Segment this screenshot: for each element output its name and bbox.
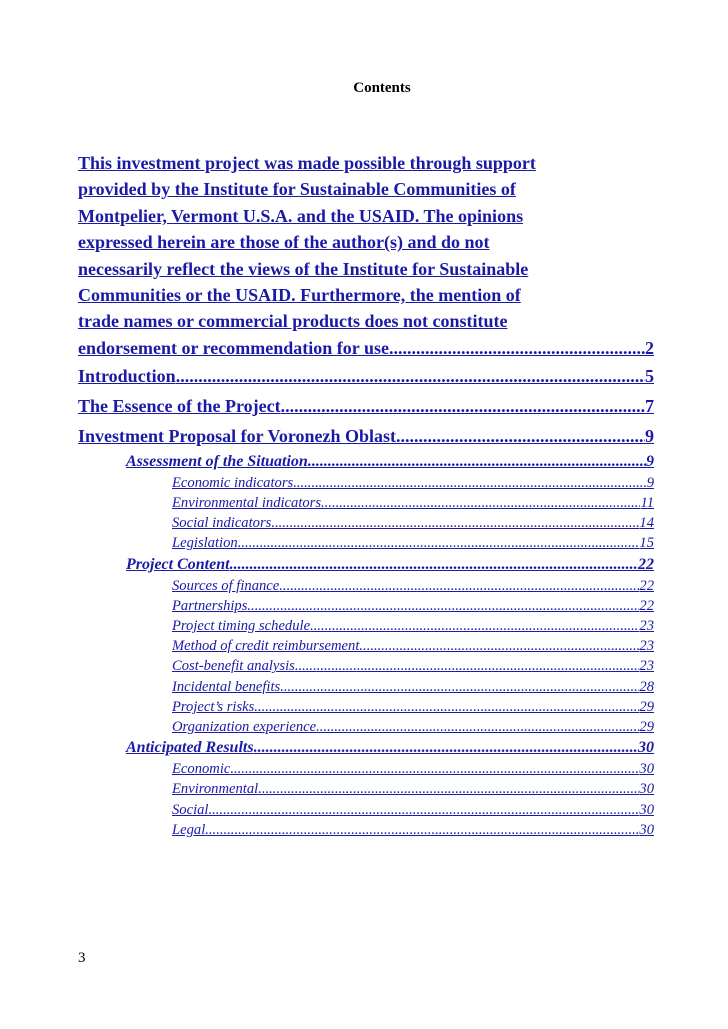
toc-item-title: Legal <box>172 821 206 838</box>
toc-entry-title: The Essence of the Project <box>78 395 281 416</box>
dot-leader <box>230 759 639 779</box>
dot-leader <box>176 361 645 391</box>
disclaimer-line: Communities or the USAID. Furthermore, the mention of <box>78 285 521 306</box>
dot-leader <box>310 616 639 636</box>
toc-item-title: Social indicators <box>172 515 272 532</box>
disclaimer-last-text: endorsement or recommendation for use <box>78 337 389 358</box>
toc-entry-investment-proposal[interactable] <box>78 421 654 451</box>
toc-item[interactable] <box>172 493 654 513</box>
toc-page-number: 23 <box>639 638 654 655</box>
dot-leader <box>247 596 639 616</box>
dot-leader <box>254 737 638 759</box>
toc-item[interactable] <box>172 616 654 636</box>
toc-section-title: Project Content <box>126 555 230 573</box>
dot-leader <box>271 513 639 533</box>
toc-page-number: 22 <box>639 597 654 614</box>
disclaimer-line: provided by the Institute for Sustainable Communities of <box>78 179 516 200</box>
toc-page-number: 5 <box>645 365 654 386</box>
dot-leader <box>293 473 647 493</box>
toc-page-number: 15 <box>639 535 654 552</box>
toc-page-number: 23 <box>639 618 654 635</box>
toc-section-assessment[interactable] <box>126 451 654 473</box>
toc-page-number: 11 <box>640 495 654 512</box>
toc-item-title: Environmental indicators <box>172 495 322 512</box>
toc-page-number: 30 <box>638 739 654 757</box>
dot-leader <box>280 677 639 697</box>
toc-page-number: 23 <box>639 658 654 675</box>
toc-section-anticipated-results[interactable] <box>126 737 654 759</box>
toc-item-title: Project’s risks <box>172 698 255 715</box>
toc-item-title: Social <box>172 801 209 818</box>
toc-item-title: Incidental benefits <box>172 678 281 695</box>
toc-entry-title: Investment Proposal for Voronezh Oblast <box>78 425 397 446</box>
toc-item-title: Project timing schedule <box>172 618 311 635</box>
toc-item[interactable] <box>172 533 654 553</box>
dot-leader <box>389 335 645 361</box>
toc-entry-introduction[interactable] <box>78 361 654 391</box>
dot-leader <box>308 451 646 473</box>
disclaimer-line: necessarily reflect the views of the Institute for Sustainable <box>78 258 529 279</box>
dot-leader <box>316 717 639 737</box>
disclaimer-last-line <box>78 335 654 361</box>
toc-page-number: 30 <box>639 761 654 778</box>
toc-page-number: 2 <box>645 337 654 358</box>
toc-item-title: Environmental <box>172 781 259 798</box>
dot-leader <box>279 576 639 596</box>
dot-leader <box>254 697 639 717</box>
toc-section-project-content[interactable] <box>126 554 654 576</box>
toc-entry-essence[interactable] <box>78 391 654 421</box>
toc-item[interactable] <box>172 656 654 676</box>
toc-item-title: Economic indicators <box>172 474 294 491</box>
toc-item[interactable] <box>172 759 654 779</box>
toc-item-title: Method of credit reimbursement <box>172 638 360 655</box>
toc-page-number: 9 <box>646 474 654 491</box>
toc-page-number: 9 <box>645 425 654 446</box>
toc-page-number: 30 <box>639 781 654 798</box>
toc-page-number: 14 <box>639 515 654 532</box>
toc-item-title: Cost-benefit analysis <box>172 658 295 675</box>
toc-item[interactable] <box>172 576 654 596</box>
toc-item[interactable] <box>172 596 654 616</box>
toc-page-number: 28 <box>639 678 654 695</box>
table-of-contents <box>78 150 654 840</box>
toc-page-number: 22 <box>638 555 654 573</box>
disclaimer-line: This investment project was made possible through support <box>78 153 536 173</box>
toc-item[interactable] <box>172 820 654 840</box>
toc-page-number: 30 <box>639 821 654 838</box>
dot-leader <box>208 800 639 820</box>
toc-page-number: 9 <box>646 452 654 470</box>
dot-leader <box>396 421 645 451</box>
disclaimer-line: expressed herein are those of the author(s) and do not <box>78 232 490 253</box>
dot-leader <box>321 493 640 513</box>
toc-item-title: Economic <box>172 761 231 778</box>
toc-item[interactable] <box>172 800 654 820</box>
dot-leader <box>258 779 639 799</box>
toc-item[interactable] <box>172 779 654 799</box>
toc-item-title: Partnerships <box>172 597 248 614</box>
dot-leader <box>230 554 638 576</box>
disclaimer-line: trade names or commercial products does not constitute <box>78 311 508 332</box>
toc-page-number: 29 <box>639 698 654 715</box>
toc-item[interactable] <box>172 677 654 697</box>
page-footer-number: 3 <box>78 950 86 966</box>
dot-leader <box>295 656 640 676</box>
toc-item[interactable] <box>172 717 654 737</box>
toc-entry-title: Introduction <box>78 365 176 386</box>
toc-item[interactable] <box>172 473 654 493</box>
toc-item-title: Sources of finance <box>172 577 280 594</box>
toc-item-title: Legislation <box>172 535 238 552</box>
toc-item[interactable] <box>172 636 654 656</box>
toc-entry-disclaimer[interactable] <box>78 150 654 361</box>
toc-section-title: Anticipated Results <box>126 739 254 757</box>
toc-section-title: Assessment of the Situation <box>126 452 308 470</box>
toc-item[interactable] <box>172 697 654 717</box>
dot-leader <box>205 820 639 840</box>
toc-page-number: 29 <box>639 719 654 736</box>
contents-heading: Contents <box>353 80 411 96</box>
toc-page-number: 30 <box>639 801 654 818</box>
toc-item-title: Organization experience <box>172 719 317 736</box>
disclaimer-line: Montpelier, Vermont U.S.A. and the USAID. The opinions <box>78 205 524 226</box>
dot-leader <box>238 533 640 553</box>
toc-page-number: 22 <box>639 577 654 594</box>
dot-leader <box>281 391 645 421</box>
dot-leader <box>359 636 639 656</box>
toc-item[interactable] <box>172 513 654 533</box>
toc-page-number: 7 <box>645 395 654 416</box>
